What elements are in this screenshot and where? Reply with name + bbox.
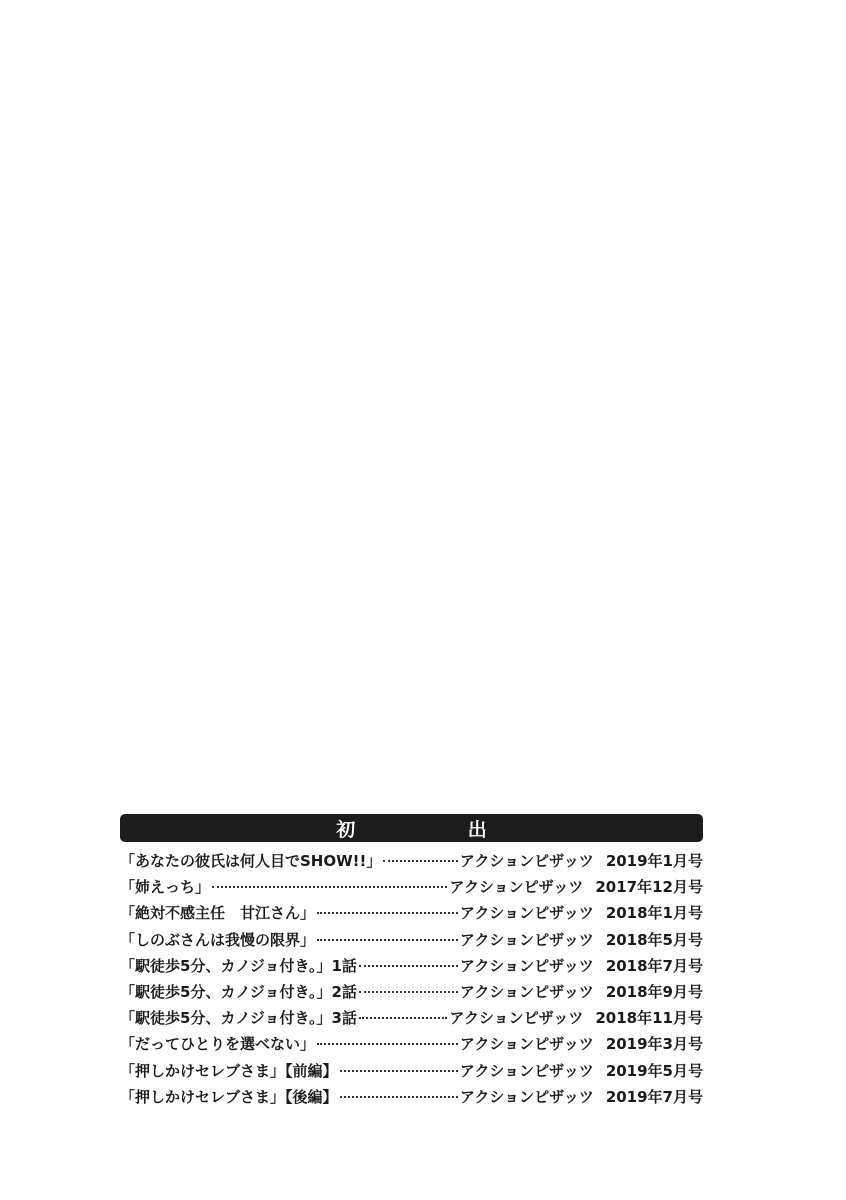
- dot-leader: [340, 1095, 458, 1098]
- entry-title: 「だってひとりを選べない」: [120, 1035, 316, 1054]
- credit-entry: [120, 876, 703, 902]
- entry-title: 「しのぶさんは我慢の限界」: [120, 930, 316, 949]
- credit-entry: [120, 902, 703, 928]
- entry-issue: 2018年9月号: [605, 982, 703, 1001]
- dot-leader: [359, 1016, 448, 1019]
- entry-issue: 2018年1月号: [605, 904, 703, 923]
- header-char-left: 初: [336, 818, 356, 841]
- entry-magazine: アクションピザッツ: [449, 1009, 584, 1028]
- entry-magazine: アクションピザッツ: [459, 930, 594, 949]
- header-char-right: 出: [467, 818, 487, 841]
- entry-issue: 2018年5月号: [605, 930, 703, 949]
- entry-title: 「駅徒歩5分、カノジョ付き。」1話: [120, 956, 357, 975]
- entry-magazine: アクションピザッツ: [459, 1035, 594, 1054]
- credits-header-bar: [120, 814, 703, 842]
- entry-magazine: アクションピザッツ: [459, 904, 594, 923]
- entry-title: 「絶対不感主任 甘江さん」: [120, 904, 316, 923]
- entry-magazine: アクションピザッツ: [459, 852, 594, 870]
- dot-leader: [340, 1069, 458, 1072]
- entry-issue: 2018年7月号: [605, 956, 703, 975]
- dot-leader: [317, 1042, 458, 1045]
- credits-list: [120, 850, 703, 1112]
- entry-magazine: アクションピザッツ: [459, 956, 594, 975]
- credit-entry: [120, 1086, 703, 1112]
- dot-leader: [359, 990, 458, 993]
- entry-issue: 2019年7月号: [605, 1087, 703, 1106]
- credit-entry: [120, 1033, 703, 1059]
- credit-entry: [120, 929, 703, 955]
- entry-issue: 2019年1月号: [605, 852, 703, 870]
- credit-entry: [120, 955, 703, 981]
- entry-title: 「押しかけセレブさま」【前編】: [120, 1061, 338, 1080]
- entry-magazine: アクションピザッツ: [449, 878, 584, 897]
- entry-issue: 2018年11月号: [595, 1009, 703, 1028]
- entry-issue: 2017年12月号: [595, 878, 703, 897]
- entry-title: 「駅徒歩5分、カノジョ付き。」3話: [120, 1009, 357, 1028]
- entry-title: 「あなたの彼氏は何人目でSHOW!!」: [120, 852, 382, 870]
- credit-entry: [120, 850, 703, 876]
- dot-leader: [383, 859, 458, 862]
- credit-entry: [120, 981, 703, 1007]
- entry-issue: 2019年3月号: [605, 1035, 703, 1054]
- entry-magazine: アクションピザッツ: [459, 1087, 594, 1106]
- entry-magazine: アクションピザッツ: [459, 982, 594, 1001]
- first-appearance-credits: [120, 814, 703, 1112]
- entry-title: 「駅徒歩5分、カノジョ付き。」2話: [120, 982, 357, 1001]
- entry-title: 「姉えっち」: [120, 878, 211, 897]
- dot-leader: [359, 964, 458, 967]
- credit-entry: [120, 1007, 703, 1033]
- entry-magazine: アクションピザッツ: [459, 1061, 594, 1080]
- dot-leader: [317, 911, 458, 914]
- entry-issue: 2019年5月号: [605, 1061, 703, 1080]
- entry-title: 「押しかけセレブさま」【後編】: [120, 1087, 338, 1106]
- dot-leader: [317, 938, 458, 941]
- credit-entry: [120, 1060, 703, 1086]
- dot-leader: [212, 885, 447, 888]
